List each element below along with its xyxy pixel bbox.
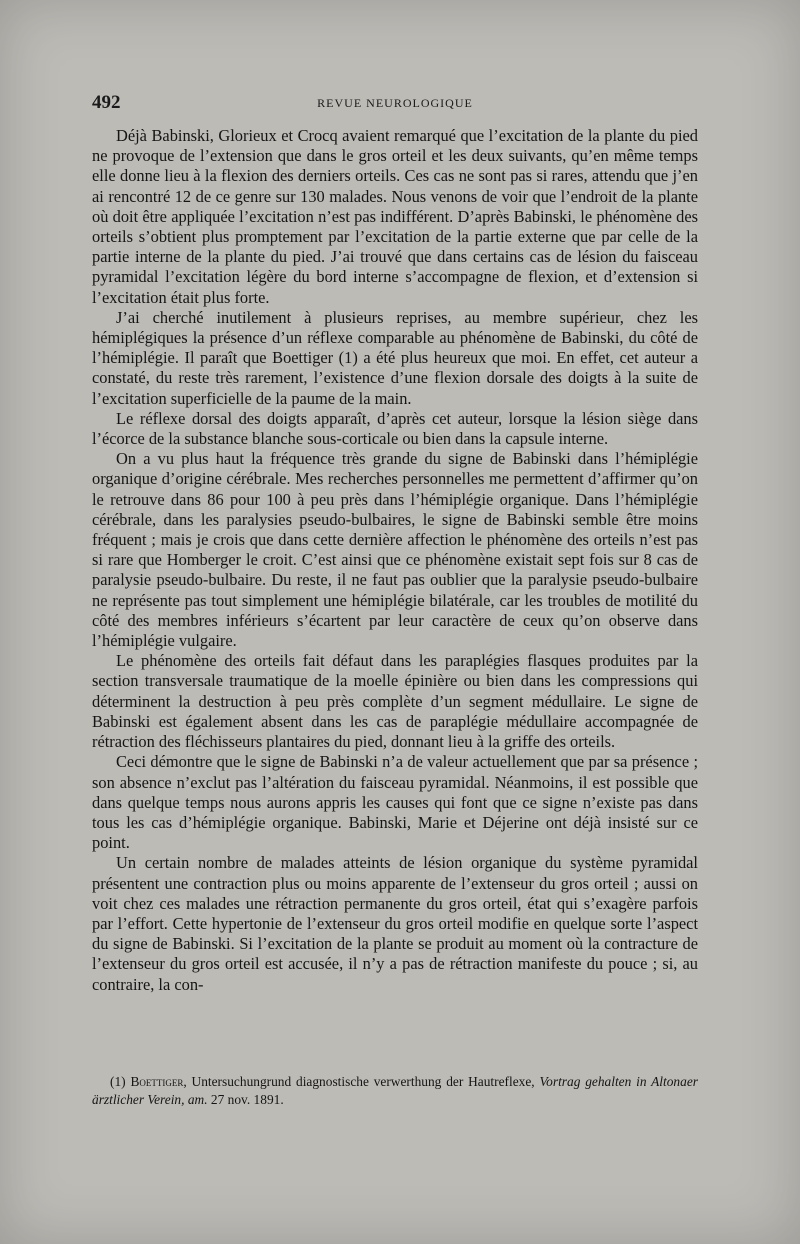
page-header <box>92 92 698 116</box>
footnote-venue: Vortrag gehalten in Altonaer ärztlicher Verein, am. <box>92 1074 698 1107</box>
page-number: 492 <box>92 92 121 113</box>
footnote <box>92 1073 698 1109</box>
paragraph-4: On a vu plus haut la fréquence très grande du signe de Babinski dans l’hémiplégie organique d’origine cérébrale. Mes recherches personnelles me permettent d’affirmer qu’on le retrouve dans 86 pour 100 à peu près dans l’hémiplégie organique. Dans l’hémiplégie cérébrale, dans les paralysies pseudo-bulbaires, le signe de Babinski semble être moins fréquent ; mais je crois que dans cette dernière affection le phénomène des orteils n’est pas si rare que Homberger le croit. C’est ainsi que ce phénomène existait sept fois sur 8 cas de paralysie pseudo-bulbaire. Du reste, il ne faut pas oublier que la paralysie pseudo-bulbaire ne représente pas tout simplement une hémiplégie bilatérale, car les troubles de motilité du côté des membres inférieurs s’écartent par leur caractère de ceux qu’on observe dans l’hémiplégie vulgaire. <box>92 449 698 651</box>
footnote-author: Boettiger, <box>130 1074 187 1089</box>
paragraph-7: Un certain nombre de malades atteints de lésion organique du système pyramidal présentent une contraction plus ou moins apparente de l’extenseur du gros orteil ; aussi on voit chez ces malades une rétraction permanente du gros orteil, état qui s’exagère parfois par l’effort. Cette hypertonie de l’extenseur du gros orteil modifie en quelque sorte l’aspect du signe de Babinski. Si l’excitation de la plante se produit au moment où la contracture de l’extenseur du gros orteil est accusée, il n’y a pas de rétraction manifeste du pouce ; si, au contraire, la con- <box>92 853 698 994</box>
running-head: REVUE NEUROLOGIQUE <box>317 96 473 110</box>
paragraph-2: J’ai cherché inutilement à plusieurs reprises, au membre supérieur, chez les hémiplégiques la présence d’un réflexe comparable au phénomène de Babinski, du côté de l’hémiplégie. Il paraît que Boettiger (1) a été plus heureux que moi. En effet, cet auteur a constaté, du reste très rarement, l’existence d’une flexion dorsale des doigts à la suite de l’excitation superficielle de la paume de la main. <box>92 307 698 408</box>
paragraph-5: Le phénomène des orteils fait défaut dans les paraplégies flasques produites par la section transversale traumatique de la moelle épinière ou bien dans les compressions qui déterminent la destruction à peu près complète d’un segment médullaire. Le signe de Babinski est également absent dans les cas de paraplégie médullaire accompagnée de rétraction des fléchisseurs plantaires du pied, donnant lieu à la griffe des orteils. <box>92 651 698 752</box>
paragraph-6: Ceci démontre que le signe de Babinski n’a de valeur actuellement que par sa présence ; son absence n’exclut pas l’altération du faisceau pyramidal. Néanmoins, il est possible que dans quelque temps nous aurons appris les causes qui font que ce signe n’existe pas dans tous les cas d’hémiplégie organique. Babinski, Marie et Déjerine ont déjà insisté sur ce point. <box>92 752 698 853</box>
body-text <box>92 126 698 995</box>
footnote-marker: (1) <box>110 1074 126 1089</box>
paragraph-3: Le réflexe dorsal des doigts apparaît, d’après cet auteur, lorsque la lésion siège dans l’écorce de la substance blanche sous-corticale ou bien dans la capsule interne. <box>92 408 698 449</box>
footnote-date: 27 nov. 1891. <box>210 1092 284 1107</box>
footnote-title: Untersuchungrund diagnostische verwerthung der Hautreflexe, <box>191 1074 535 1089</box>
paragraph-1: Déjà Babinski, Glorieux et Crocq avaient remarqué que l’excitation de la plante du pied ne provoque de l’extension que dans le gros orteil et les deux suivants, qu’en même temps elle donne lieu à la flexion des derniers orteils. Ces cas ne sont pas si rares, attendu que j’en ai rencontré 12 de ce genre sur 130 malades. Nous venons de voir que l’endroit de la plante où doit être appliquée l’excitation n’est pas indifférent. D’après Babinski, le phénomène des orteils s’obtient plus promptement par l’excitation de la partie externe que par celle de la partie interne de la plante du pied. J’ai trouvé que dans certains cas de lésion du faisceau pyramidal l’excitation légère du bord interne s’accompagne de flexion, et d’extension si l’excitation était plus forte. <box>92 126 698 307</box>
